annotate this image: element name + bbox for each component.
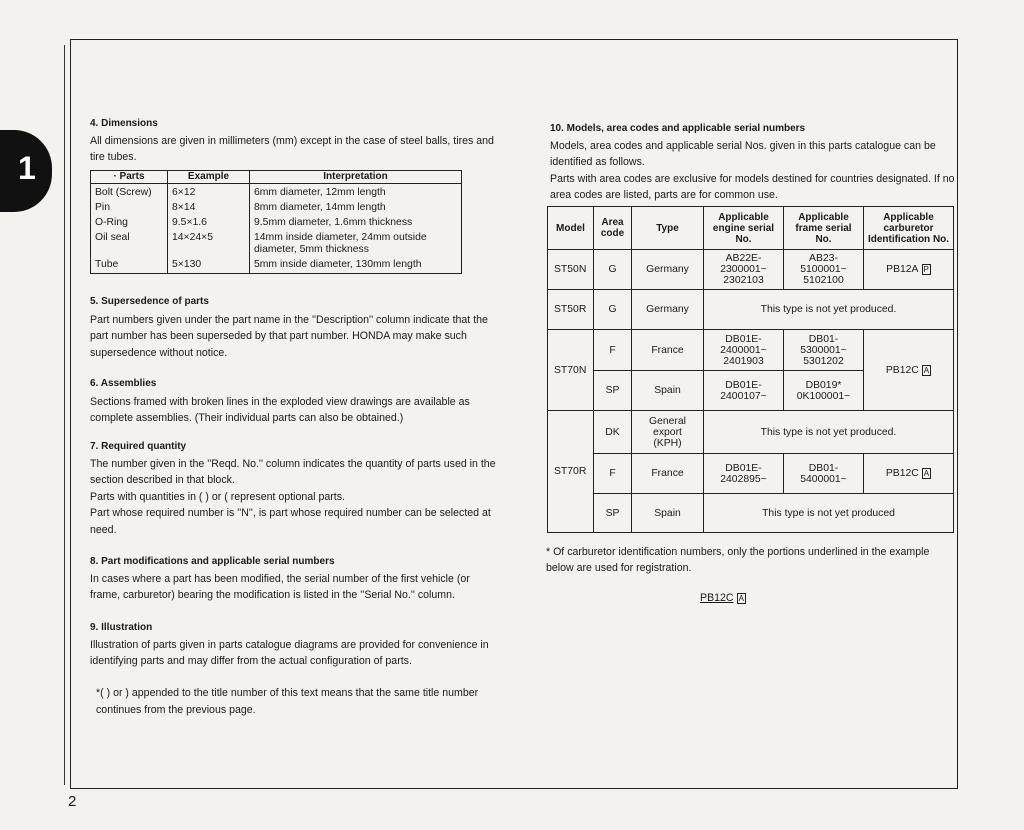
table-row bbox=[548, 494, 954, 533]
type-cell: Germany bbox=[632, 250, 704, 290]
dimensions-table bbox=[90, 170, 462, 274]
engine-cell: DB01E- 2400001~ 2401903 bbox=[704, 330, 784, 371]
cell: Oil seal bbox=[91, 229, 168, 256]
carburetor-example bbox=[700, 592, 746, 604]
cell: 9.5×1.6 bbox=[168, 214, 250, 229]
area-cell: G bbox=[594, 290, 632, 330]
cell: Tube bbox=[91, 256, 168, 274]
col-header-engine: Applicable engine serial No. bbox=[704, 207, 784, 250]
cell: Pin bbox=[91, 199, 168, 214]
model-cell: ST70N bbox=[548, 330, 594, 411]
area-cell: F bbox=[594, 330, 632, 371]
modifications-text: In cases where a part has been modified, the serial number of the first vehicle (or frame, carburetor) bearing the modification is listed in the ''Serial No.'' column. bbox=[90, 572, 470, 601]
required-quantity-text-1: The number given in the ''Reqd. No.'' column indicates the quantity of parts used in the section described in that block. bbox=[90, 457, 496, 486]
example-id: PB12C bbox=[700, 592, 734, 604]
not-produced-cell: This type is not yet produced. bbox=[704, 290, 954, 330]
left-column bbox=[90, 116, 502, 166]
illustration-heading: 9. Illustration bbox=[90, 622, 153, 633]
col-header-area: Area code bbox=[594, 207, 632, 250]
table-row bbox=[548, 411, 954, 454]
cell: 9.5mm diameter, 1.6mm thickness bbox=[250, 214, 462, 229]
model-cell: ST70R bbox=[548, 411, 594, 533]
carb-id: PB12C bbox=[885, 364, 919, 376]
assemblies-text: Sections framed with broken lines in the exploded view drawings are available as complete assemblies. (Their individual parts can also be obtained.) bbox=[90, 395, 470, 424]
cell: 6mm diameter, 12mm length bbox=[250, 184, 462, 200]
table-header-row bbox=[91, 171, 462, 184]
engine-cell: DB01E- 2400107~ bbox=[704, 371, 784, 411]
table-row bbox=[548, 290, 954, 330]
cell: 5mm inside diameter, 130mm length bbox=[250, 256, 462, 274]
cell: 6×12 bbox=[168, 184, 250, 200]
illustration-text: Illustration of parts given in parts catalogue diagrams are provided for convenience in identifying parts and may differ from the actual configuration of parts. bbox=[90, 638, 489, 667]
table-header-row bbox=[548, 207, 954, 250]
table-row bbox=[91, 256, 462, 274]
area-cell: F bbox=[594, 454, 632, 494]
cell: 5×130 bbox=[168, 256, 250, 274]
cell: 8mm diameter, 14mm length bbox=[250, 199, 462, 214]
carb-id: PB12C bbox=[885, 468, 919, 479]
col-header-frame: Applicable frame serial No. bbox=[784, 207, 864, 250]
type-cell: Spain bbox=[632, 494, 704, 533]
table-row bbox=[548, 454, 954, 494]
cell: 14mm inside diameter, 24mm outside diameter, 5mm thickness bbox=[250, 229, 462, 256]
dimensions-heading: 4. Dimensions bbox=[90, 118, 158, 129]
not-produced-cell: This type is not yet produced. bbox=[704, 411, 954, 454]
title-footnote: *( ) or ) appended to the title number of this text means that the same title number continues from the previous page. bbox=[96, 687, 479, 716]
cell: 8×14 bbox=[168, 199, 250, 214]
illustration-section bbox=[90, 620, 502, 670]
area-cell: SP bbox=[594, 494, 632, 533]
dimensions-text: All dimensions are given in millimeters (mm) except in the case of steel balls, tires and tire tubes. bbox=[90, 134, 494, 163]
col-header-carb: Applicable carburetor Identification No. bbox=[864, 207, 954, 250]
carb-box: P bbox=[923, 265, 929, 274]
col-header-model: Model bbox=[548, 207, 594, 250]
supersedence-heading: 5. Supersedence of parts bbox=[90, 296, 209, 307]
carb-cell bbox=[864, 250, 954, 290]
modifications-heading: 8. Part modifications and applicable serial numbers bbox=[90, 556, 335, 567]
cell: Bolt (Screw) bbox=[91, 184, 168, 200]
table-row bbox=[548, 250, 954, 290]
assemblies-section bbox=[90, 376, 502, 427]
section-tab bbox=[0, 130, 52, 212]
left-margin-rule bbox=[64, 45, 65, 785]
cell: O-Ring bbox=[91, 214, 168, 229]
carburetor-note: * Of carburetor identification numbers, only the portions underlined in the example below are used for registration. bbox=[546, 546, 930, 574]
supersedence-section bbox=[90, 294, 502, 361]
required-quantity-section bbox=[90, 439, 502, 538]
frame-cell: DB019* 0K100001~ bbox=[784, 371, 864, 411]
carb-id: PB12A bbox=[886, 264, 919, 275]
required-quantity-text-2: Parts with quantities in ( ) or ( represent optional parts. bbox=[90, 490, 345, 503]
supersedence-text: Part numbers given under the part name in the ''Description'' column indicate that the part number has been superseded by that part number. HONDA may make such supersedence without notice. bbox=[90, 313, 488, 359]
frame-cell: AB23- 5100001~ 5102100 bbox=[784, 250, 864, 290]
models-text-1: Models, area codes and applicable serial Nos. given in this parts catalogue can be identified as follows. bbox=[550, 139, 936, 168]
col-header-parts: · Parts bbox=[91, 171, 168, 184]
table-row bbox=[91, 184, 462, 200]
models-section bbox=[550, 121, 960, 204]
type-cell: General export (KPH) bbox=[632, 411, 704, 454]
col-header-interpretation: Interpretation bbox=[250, 171, 462, 184]
carb-box: A bbox=[923, 469, 930, 478]
type-cell: France bbox=[632, 330, 704, 371]
type-cell: Germany bbox=[632, 290, 704, 330]
table-row bbox=[548, 330, 954, 371]
required-quantity-text-3: Part whose required number is ''N'', is part whose required number can be selected at need. bbox=[90, 507, 491, 536]
section-tab-number: 1 bbox=[18, 150, 36, 186]
assemblies-heading: 6. Assemblies bbox=[90, 378, 157, 389]
table-row bbox=[91, 199, 462, 214]
carb-box: A bbox=[923, 365, 930, 375]
engine-cell: AB22E- 2300001~ 2302103 bbox=[704, 250, 784, 290]
model-cell: ST50R bbox=[548, 290, 594, 330]
page-number: 2 bbox=[68, 793, 77, 810]
table-row bbox=[91, 229, 462, 256]
table-row bbox=[91, 214, 462, 229]
frame-cell: DB01- 5400001~ bbox=[784, 454, 864, 494]
models-table bbox=[547, 206, 954, 533]
engine-cell: DB01E- 2402895~ bbox=[704, 454, 784, 494]
modifications-section bbox=[90, 554, 502, 604]
type-cell: Spain bbox=[632, 371, 704, 411]
col-header-type: Type bbox=[632, 207, 704, 250]
carb-cell bbox=[864, 330, 954, 411]
not-produced-cell: This type is not yet produced bbox=[704, 494, 954, 533]
area-cell: G bbox=[594, 250, 632, 290]
cell: 14×24×5 bbox=[168, 229, 250, 256]
area-cell: DK bbox=[594, 411, 632, 454]
example-box: A bbox=[738, 594, 744, 603]
area-cell: SP bbox=[594, 371, 632, 411]
required-quantity-heading: 7. Required quantity bbox=[90, 441, 187, 452]
col-header-example: Example bbox=[168, 171, 250, 184]
carb-cell bbox=[864, 454, 954, 494]
model-cell: ST50N bbox=[548, 250, 594, 290]
models-heading: 10. Models, area codes and applicable serial numbers bbox=[550, 123, 806, 134]
models-text-2: Parts with area codes are exclusive for models destined for countries designated. If no area codes are listed, parts are for common use. bbox=[550, 172, 955, 201]
type-cell: France bbox=[632, 454, 704, 494]
frame-cell: DB01- 5300001~ 5301202 bbox=[784, 330, 864, 371]
